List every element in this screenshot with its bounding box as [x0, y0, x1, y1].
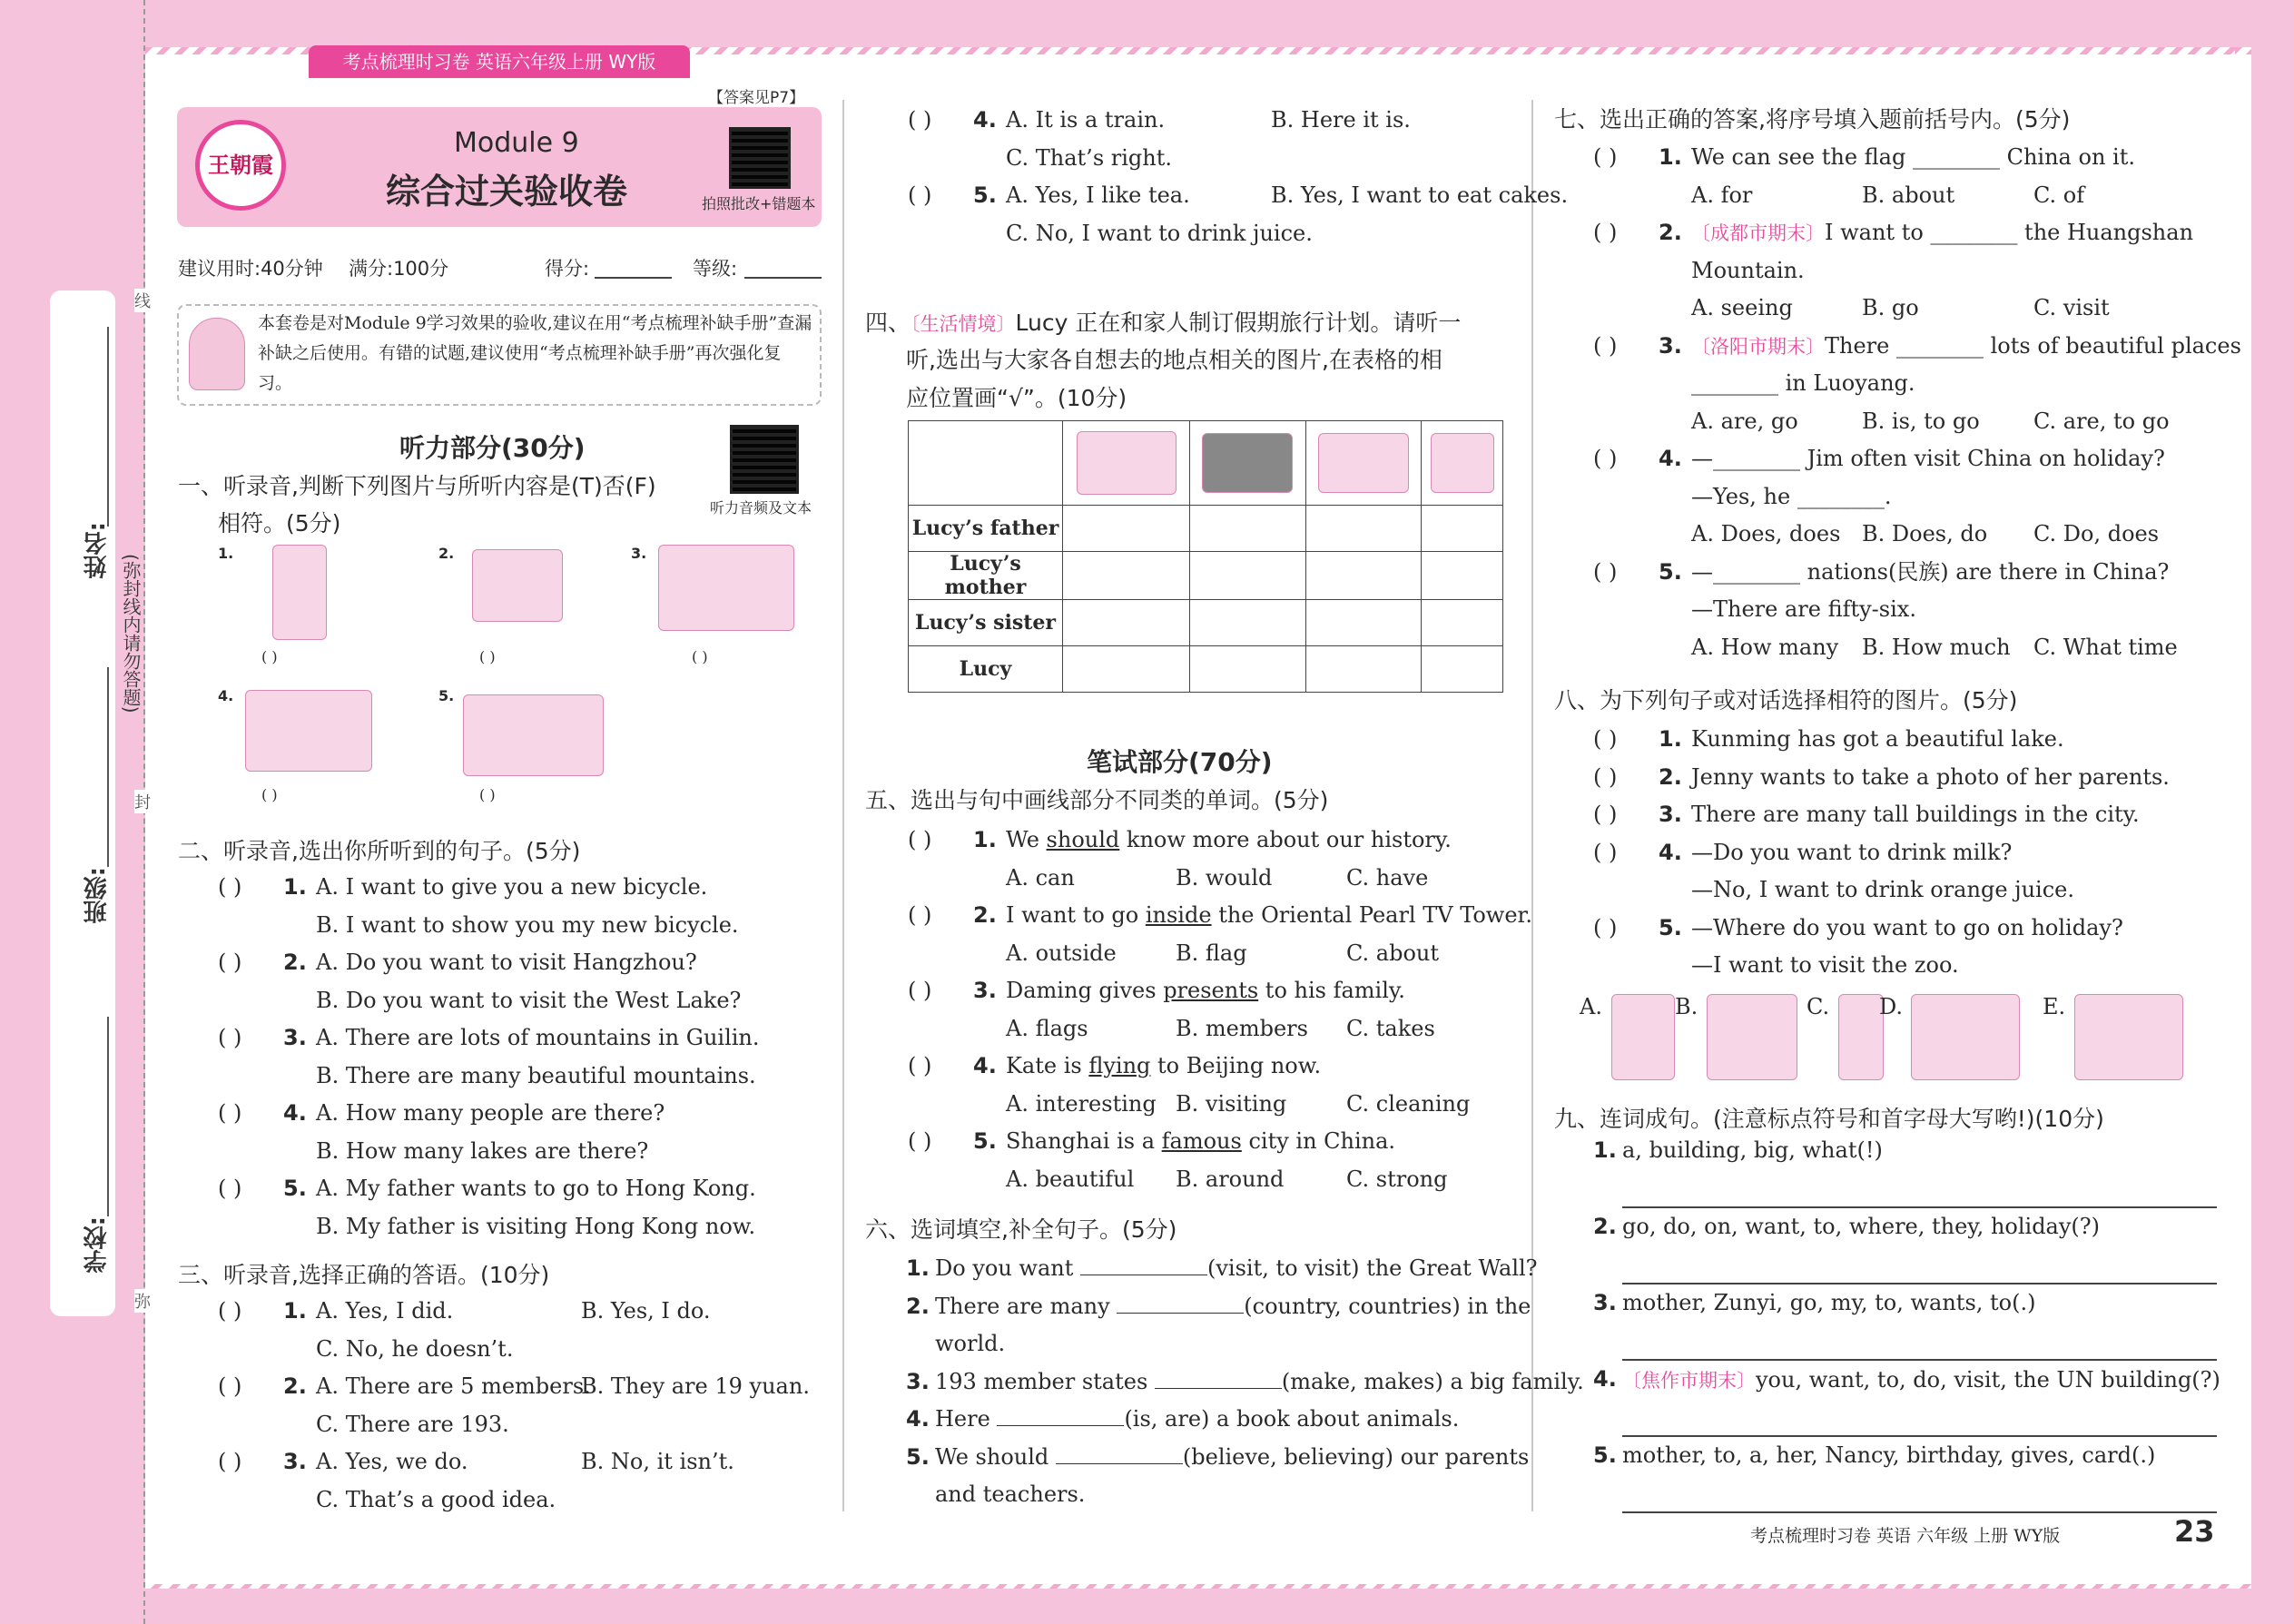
- fill-blank[interactable]: [997, 1403, 1124, 1426]
- answer-paren[interactable]: ( ): [1593, 763, 1618, 790]
- table-cell[interactable]: [1190, 646, 1306, 693]
- picture-great-wall: [472, 549, 563, 622]
- picture-tall-building: [272, 545, 327, 640]
- answer-paren[interactable]: ( ): [1593, 839, 1618, 865]
- option-b: B. How much: [1862, 634, 2011, 660]
- fill-sentence: [935, 1363, 1584, 1401]
- question-number: 2.: [973, 902, 997, 928]
- question-line-1: I want to ________ the Huangshan: [1825, 220, 2194, 245]
- answer-paren[interactable]: ( ): [1593, 144, 1618, 170]
- words: go, do, on, want, to, where, they, holiday(?): [1622, 1214, 2101, 1239]
- answer-paren[interactable]: ( ): [908, 107, 932, 133]
- sentence-post: to Beijing now.: [1150, 1053, 1322, 1078]
- table-cell[interactable]: [1422, 600, 1503, 646]
- option-b: B. How many lakes are there?: [316, 1137, 649, 1164]
- picture-zoo-gate: [1911, 994, 2020, 1080]
- question-text: [1691, 213, 2193, 252]
- question-number: 1.: [1659, 144, 1682, 170]
- answer-paren[interactable]: ( ): [218, 1373, 242, 1399]
- full-score: 满分:100分: [349, 258, 449, 280]
- words: a, building, big, what(!): [1622, 1137, 1883, 1163]
- sentence-post: the Oriental Pearl TV Tower.: [1211, 902, 1532, 928]
- question-line-1: We can see the flag ________ China on it.: [1691, 144, 2135, 170]
- option-c: C. Do, does: [2033, 521, 2160, 546]
- seal-mi-char: 弥: [134, 1289, 151, 1313]
- answer-paren[interactable]: ( ): [1593, 726, 1618, 752]
- question-number: 1.: [973, 827, 997, 852]
- source-tag: 〔成都市期末〕: [1691, 222, 1825, 244]
- option-c: C. of: [2033, 182, 2085, 208]
- picture-letter: B.: [1675, 994, 1698, 1019]
- question-number: 4.: [1593, 1366, 1617, 1392]
- table-corner: [909, 421, 1063, 506]
- option-b: B. flag: [1176, 940, 1247, 966]
- question-number: 4.: [283, 1100, 307, 1126]
- page-number: 23: [2174, 1514, 2215, 1549]
- option-c: C. are, to go: [2033, 408, 2170, 434]
- sentence: [1006, 1122, 1395, 1160]
- question-number: 2.: [283, 1373, 307, 1399]
- s1-paren-4[interactable]: ( ): [261, 786, 278, 803]
- table-row-label: Lucy’s mother: [909, 552, 1063, 600]
- qr-audio-label: 听力音频及文本: [710, 499, 812, 517]
- s1-paren-2[interactable]: ( ): [479, 648, 496, 665]
- sentence-pre: We should: [935, 1443, 1056, 1470]
- sentence: [1006, 896, 1532, 934]
- source-tag: 〔焦作市期末〕: [1622, 1370, 1756, 1392]
- grade-field[interactable]: [744, 277, 822, 279]
- underlined-word: famous: [1161, 1128, 1242, 1154]
- table-cell[interactable]: [1305, 506, 1422, 552]
- sentence-pre: Shanghai is a: [1006, 1128, 1162, 1154]
- answer-line[interactable]: [1622, 1283, 2217, 1284]
- s1-num-1: 1.: [218, 545, 234, 562]
- seal-notice: (弥封线内请勿答题): [120, 554, 142, 714]
- time-info: 建议用时:40分钟: [178, 258, 323, 280]
- option-c: C. That’s right.: [1006, 144, 1172, 171]
- seal-feng-char: 封: [134, 790, 151, 813]
- column-divider-1: [842, 100, 844, 1511]
- table-cell[interactable]: [1422, 646, 1503, 693]
- sentence-post: (country, countries) in the: [1244, 1293, 1531, 1319]
- answer-paren[interactable]: ( ): [908, 1053, 932, 1078]
- s1-paren-3[interactable]: ( ): [692, 648, 708, 665]
- answer-paren[interactable]: ( ): [908, 1128, 932, 1154]
- picture-letter: D.: [1879, 994, 1904, 1019]
- table-row-label: Lucy: [909, 646, 1063, 693]
- question-number: 3.: [906, 1368, 930, 1394]
- s4-text1: Lucy 正在和家人制订假期旅行计划。请听一: [1015, 310, 1462, 336]
- question-line-2: —Yes, he ________.: [1691, 483, 1892, 509]
- option-b: B. would: [1176, 864, 1273, 891]
- table-cell[interactable]: [1305, 646, 1422, 693]
- picture-un-building: [245, 690, 372, 772]
- sentence: [1006, 971, 1405, 1009]
- question-line-1: —________ Jim often visit China on holiday?: [1691, 446, 2165, 471]
- score-field[interactable]: [595, 277, 672, 279]
- fill-sentence: [935, 1249, 1538, 1287]
- answer-paren[interactable]: ( ): [218, 1298, 242, 1324]
- option-b: B. They are 19 yuan.: [581, 1373, 810, 1399]
- table-cell[interactable]: [1422, 506, 1503, 552]
- answer-paren[interactable]: ( ): [218, 1100, 242, 1126]
- answer-line[interactable]: [1622, 1206, 2217, 1208]
- section-1-heading-cont: 相符。(5分): [218, 510, 341, 536]
- answer-paren[interactable]: ( ): [218, 1025, 242, 1050]
- section-8-heading: 八、为下列句子或对话选择相符的图片。(5分): [1554, 687, 2018, 714]
- question-line-1: Jenny wants to take a photo of her parents.: [1691, 763, 2170, 790]
- option-a: A. There are lots of mountains in Guilin.: [316, 1025, 760, 1050]
- answer-paren[interactable]: ( ): [1593, 802, 1618, 827]
- option-a: A. My father wants to go to Hong Kong.: [316, 1176, 756, 1201]
- s1-num-3: 3.: [631, 545, 647, 562]
- sentence-post: (is, are) a book about animals.: [1124, 1406, 1460, 1432]
- sentence-post: to his family.: [1258, 978, 1405, 1003]
- student-info-strip: [50, 290, 115, 1316]
- name-label: 姓名:: [84, 522, 111, 579]
- answer-line[interactable]: [1622, 1435, 2217, 1437]
- option-c: C. visit: [2033, 295, 2110, 320]
- words: mother, to, a, her, Nancy, birthday, gives, card(.): [1622, 1442, 2156, 1468]
- question-number: 5.: [1659, 914, 1682, 940]
- class-label: 班级:: [84, 867, 111, 924]
- option-a: A. Yes, I like tea.: [1006, 182, 1190, 208]
- option-c: C. about: [1346, 940, 1439, 966]
- column-divider-2: [1531, 100, 1533, 1511]
- option-a: A. for: [1691, 182, 1753, 208]
- table-pic-mountain: [1063, 421, 1190, 506]
- option-a: A. Does, does: [1691, 521, 1841, 546]
- table-cell[interactable]: [1190, 552, 1306, 600]
- question-number: 4.: [973, 107, 997, 133]
- table-cell[interactable]: [1422, 552, 1503, 600]
- section-4-heading-2: 听,选出与大家各自想去的地点相关的图片,在表格的相: [906, 347, 1442, 373]
- question-number: 3.: [973, 978, 997, 1003]
- table-pic-tiananmen: [1190, 421, 1306, 506]
- word-list: [1622, 1366, 2220, 1393]
- option-b: B. I want to show you my new bicycle.: [316, 911, 739, 938]
- question-number: 4.: [1659, 839, 1682, 865]
- question-number: 1.: [1659, 726, 1682, 752]
- question-number: 5.: [973, 1128, 997, 1154]
- s4-tag: 〔生活情境〕: [911, 313, 1016, 335]
- question-number: 3.: [1659, 332, 1682, 359]
- picture-letter: E.: [2043, 994, 2066, 1019]
- option-c: C. takes: [1346, 1015, 1435, 1041]
- picture-zoo-gate: [658, 545, 794, 631]
- option-a: A. It is a train.: [1006, 107, 1166, 133]
- table-row-label: Lucy’s father: [909, 506, 1063, 552]
- option-a: A. How many: [1691, 634, 1839, 660]
- option-a: A. flags: [1006, 1015, 1088, 1041]
- option-b: B. visiting: [1176, 1090, 1287, 1117]
- question-line-1: There are many tall buildings in the city.: [1691, 802, 2140, 827]
- option-c: C. That’s a good idea.: [316, 1486, 556, 1512]
- sentence-pre: I want to go: [1006, 902, 1146, 928]
- question-line-2: ________ in Luoyang.: [1691, 370, 1915, 396]
- s1-num-5: 5.: [438, 687, 455, 704]
- option-c: C. No, he doesn’t.: [316, 1335, 514, 1362]
- question-number: 2.: [1659, 220, 1682, 245]
- question-number: 3.: [1659, 802, 1682, 827]
- qr-code-audio[interactable]: [730, 425, 799, 494]
- answer-paren[interactable]: ( ): [908, 978, 932, 1003]
- s1-num-2: 2.: [438, 545, 455, 562]
- sentence-pre: There are many: [935, 1293, 1117, 1319]
- question-number: 2.: [283, 950, 307, 975]
- section-8-pictures: [1580, 994, 2229, 1094]
- answer-paren[interactable]: ( ): [908, 827, 932, 852]
- sentence-post: (make, makes) a big family.: [1281, 1368, 1584, 1394]
- series-tab: 考点梳理时习卷 英语六年级上册 WY版: [309, 45, 690, 78]
- option-c: C. There are 193.: [316, 1411, 509, 1437]
- question-text: [1691, 327, 2241, 366]
- picture-letter: C.: [1807, 994, 1830, 1019]
- section-2-heading: 二、听录音,选出你所听到的句子。(5分): [178, 838, 581, 864]
- option-c: C. cleaning: [1346, 1090, 1471, 1117]
- school-label: 学校:: [84, 1216, 111, 1274]
- sentence-pre: 193 member states: [935, 1368, 1155, 1394]
- option-b: B. No, it isn’t.: [581, 1449, 734, 1474]
- question-line-1: —________ nations(民族) are there in China?: [1691, 558, 2170, 585]
- question-number: 5.: [906, 1443, 930, 1470]
- writing-title: 笔试部分(70分): [1087, 747, 1273, 777]
- listening-title: 听力部分(30分): [399, 433, 586, 463]
- question-number: 1.: [906, 1255, 930, 1281]
- sentence-pre: Daming gives: [1006, 978, 1164, 1003]
- word-list: [1622, 1137, 1883, 1163]
- option-a: A. There are 5 members.: [316, 1373, 591, 1399]
- section-1-heading: 一、听录音,判断下列图片与所听内容是(T)否(F): [178, 473, 656, 499]
- table-cell[interactable]: [1190, 506, 1306, 552]
- option-a: A. Yes, I did.: [316, 1298, 454, 1324]
- picture-letter: A.: [1580, 994, 1602, 1019]
- sentence-pre: Do you want: [935, 1255, 1080, 1281]
- school-line[interactable]: [107, 1017, 109, 1216]
- question-line-1: There ________ lots of beautiful places: [1825, 332, 2241, 359]
- fill-blank[interactable]: [1155, 1365, 1282, 1389]
- table-row-label: Lucy’s sister: [909, 600, 1063, 646]
- option-a: A. beautiful: [1006, 1166, 1135, 1192]
- question-line-2: —I want to visit the zoo.: [1691, 952, 1959, 978]
- sentence-post: (believe, believing) our parents: [1182, 1443, 1530, 1470]
- question-line-2: —There are fifty-six.: [1691, 596, 1916, 622]
- fill-blank[interactable]: [1056, 1441, 1183, 1464]
- picture-lake: [2074, 994, 2183, 1080]
- s4-num: 四、: [865, 310, 911, 336]
- underlined-word: should: [1046, 827, 1120, 852]
- option-a: A. I want to give you a new bicycle.: [316, 874, 708, 900]
- sentence: [1006, 821, 1452, 859]
- option-c: C. What time: [2033, 634, 2178, 660]
- words: mother, Zunyi, go, my, to, wants, to(.): [1622, 1290, 2036, 1315]
- answer-paren[interactable]: ( ): [1593, 558, 1618, 585]
- option-a: A. Do you want to visit Hangzhou?: [316, 950, 697, 975]
- brand-logo: 王朝霞: [195, 120, 286, 211]
- option-a: A. outside: [1006, 940, 1117, 966]
- table-cell[interactable]: [1305, 552, 1422, 600]
- sentence-pre: Kate is: [1006, 1053, 1089, 1078]
- answer-paren[interactable]: ( ): [218, 950, 242, 975]
- answer-paren[interactable]: ( ): [218, 1176, 242, 1201]
- table-pic-cake: [1422, 421, 1503, 506]
- section-4-heading-3: 应位置画“√”。(10分): [906, 385, 1127, 411]
- question-number: 5.: [1593, 1442, 1617, 1468]
- option-b: B. Here it is.: [1271, 107, 1411, 133]
- option-c: C. have: [1346, 864, 1429, 891]
- option-b: B. Do you want to visit the West Lake?: [316, 987, 742, 1013]
- question-line-1: —Where do you want to go on holiday?: [1691, 914, 2123, 940]
- question-number: 5.: [1659, 558, 1682, 585]
- option-b: B. My father is visiting Hong Kong now.: [316, 1213, 756, 1239]
- question-text: [1691, 553, 2169, 591]
- module-label: Module 9: [454, 127, 579, 159]
- question-line-2: Mountain.: [1691, 257, 1805, 283]
- source-tag: 〔洛阳市期末〕: [1691, 335, 1825, 358]
- option-c: C. No, I want to drink juice.: [1006, 220, 1313, 246]
- option-b: B. around: [1176, 1166, 1285, 1192]
- picture-pearl-tower: [463, 694, 604, 776]
- question-number: 1.: [283, 1298, 307, 1324]
- answer-paren[interactable]: ( ): [1593, 914, 1618, 940]
- question-number: 2.: [1593, 1214, 1617, 1239]
- picture-girl-drinking: [1611, 994, 1675, 1080]
- table-cell[interactable]: [1305, 600, 1422, 646]
- sentence-cont: world.: [935, 1331, 1006, 1356]
- option-a: A. interesting: [1006, 1090, 1157, 1117]
- sentence-pre: We: [1006, 827, 1047, 852]
- sentence-post: (visit, to visit) the Great Wall?: [1207, 1255, 1538, 1281]
- fill-sentence: [935, 1438, 1529, 1476]
- sentence-cont: and teachers.: [935, 1481, 1086, 1507]
- underlined-word: flying: [1088, 1053, 1151, 1078]
- question-number: 5.: [283, 1176, 307, 1201]
- sentence-post: city in China.: [1241, 1128, 1396, 1154]
- question-number: 4.: [1659, 446, 1682, 471]
- qr-correction-label: 拍照批改+错题本: [702, 195, 816, 212]
- section-4-heading: [865, 304, 1461, 343]
- fill-sentence: [935, 1400, 1459, 1438]
- option-b: B. members: [1176, 1015, 1308, 1041]
- sentence: [1006, 1047, 1321, 1085]
- question-text: [1691, 439, 2165, 477]
- question-line-1: Kunming has got a beautiful lake.: [1691, 726, 2064, 752]
- word-list: [1622, 1442, 2155, 1468]
- page-title: 综合过关验收卷: [386, 172, 628, 212]
- girl-avatar: [189, 318, 245, 390]
- question-number: 4.: [906, 1406, 930, 1432]
- option-b: B. There are many beautiful mountains.: [316, 1062, 756, 1088]
- question-number: 3.: [283, 1449, 307, 1474]
- question-number: 4.: [973, 1053, 997, 1078]
- picture-city-buildings: [1707, 994, 1797, 1080]
- question-number: 1.: [283, 874, 307, 900]
- intro-text: 本套卷是对Module 9学习效果的验收,建议在用“考点梳理补缺手册”查漏补缺之后使用。有错的试题,建议使用“考点梳理补缺手册”再次强化复习。: [258, 313, 812, 393]
- question-number: 2.: [1659, 763, 1682, 790]
- question-line-2: —No, I want to drink orange juice.: [1691, 877, 2074, 902]
- question-number: 5.: [973, 182, 997, 208]
- underlined-word: presents: [1163, 978, 1259, 1003]
- score-label: 得分:: [545, 258, 590, 280]
- section-7-heading: 七、选出正确的答案,将序号填入题前括号内。(5分): [1554, 106, 2071, 133]
- answer-paren[interactable]: ( ): [218, 874, 242, 900]
- section-9-heading: 九、连词成句。(注意标点符号和首字母大写哟!)(10分): [1554, 1106, 2104, 1132]
- answer-line[interactable]: [1622, 1359, 2217, 1361]
- class-line[interactable]: [107, 667, 109, 867]
- option-b: B. is, to go: [1862, 408, 1980, 434]
- option-b: B. go: [1862, 295, 1919, 320]
- question-number: 3.: [1593, 1290, 1617, 1315]
- question-number: 1.: [1593, 1137, 1617, 1163]
- question-line-1: —Do you want to drink milk?: [1691, 839, 2013, 865]
- option-b: B. Yes, I want to eat cakes.: [1271, 182, 1569, 208]
- question-text: [1691, 138, 2135, 176]
- table-cell[interactable]: [1190, 600, 1306, 646]
- option-a: A. are, go: [1691, 408, 1798, 434]
- option-a: A. can: [1006, 864, 1075, 891]
- grade-label: 等级:: [693, 258, 738, 280]
- option-a: A. Yes, we do.: [316, 1449, 468, 1474]
- table-pic-lake: [1305, 421, 1422, 506]
- option-b: B. Yes, I do.: [581, 1298, 711, 1324]
- table-cell[interactable]: [1063, 552, 1190, 600]
- word-list: [1622, 1214, 2100, 1239]
- table-cell[interactable]: [1063, 646, 1190, 693]
- sentence-post: know more about our history.: [1119, 827, 1452, 852]
- fill-sentence: [935, 1287, 1531, 1325]
- answer-paren[interactable]: ( ): [908, 902, 932, 928]
- option-c: C. strong: [1346, 1166, 1448, 1192]
- question-number: 2.: [906, 1293, 930, 1319]
- answer-paren[interactable]: ( ): [1593, 220, 1618, 245]
- s1-paren-1[interactable]: ( ): [261, 648, 278, 665]
- word-list: [1622, 1290, 2035, 1315]
- option-a: A. How many people are there?: [316, 1100, 665, 1126]
- name-line[interactable]: [107, 327, 109, 527]
- option-b: B. about: [1862, 182, 1955, 208]
- underlined-word: inside: [1145, 902, 1212, 928]
- question-number: 3.: [283, 1025, 307, 1050]
- footer-text: 考点梳理时习卷 英语 六年级 上册 WY版: [1750, 1526, 2061, 1546]
- s1-num-4: 4.: [218, 687, 234, 704]
- table-cell[interactable]: [1063, 600, 1190, 646]
- qr-code-correction[interactable]: [729, 127, 791, 189]
- section-3-heading: 三、听录音,选择正确的答语。(10分): [178, 1262, 550, 1288]
- table-cell[interactable]: [1063, 506, 1190, 552]
- travel-plan-table: [908, 420, 1503, 693]
- seal-line-char: 线: [134, 289, 151, 312]
- answer-paren[interactable]: ( ): [1593, 332, 1618, 359]
- answer-paren[interactable]: ( ): [908, 182, 932, 208]
- fill-blank[interactable]: [1080, 1252, 1207, 1275]
- answer-paren[interactable]: ( ): [218, 1449, 242, 1474]
- section-6-heading: 六、选词填空,补全句子。(5分): [865, 1216, 1177, 1243]
- option-a: A. seeing: [1691, 295, 1793, 320]
- fill-blank[interactable]: [1117, 1290, 1244, 1314]
- picture-juice-bottle: [1838, 994, 1884, 1080]
- option-b: B. Does, do: [1862, 521, 1988, 546]
- section-5-heading: 五、选出与句中画线部分不同类的单词。(5分): [865, 787, 1329, 813]
- words: you, want, to, do, visit, the UN building(?): [1756, 1367, 2220, 1393]
- answer-reference: 【答案见P7】: [708, 89, 805, 107]
- sentence-pre: Here: [935, 1406, 998, 1432]
- answer-line[interactable]: [1622, 1511, 2217, 1513]
- s1-paren-5[interactable]: ( ): [479, 786, 496, 803]
- answer-paren[interactable]: ( ): [1593, 446, 1618, 471]
